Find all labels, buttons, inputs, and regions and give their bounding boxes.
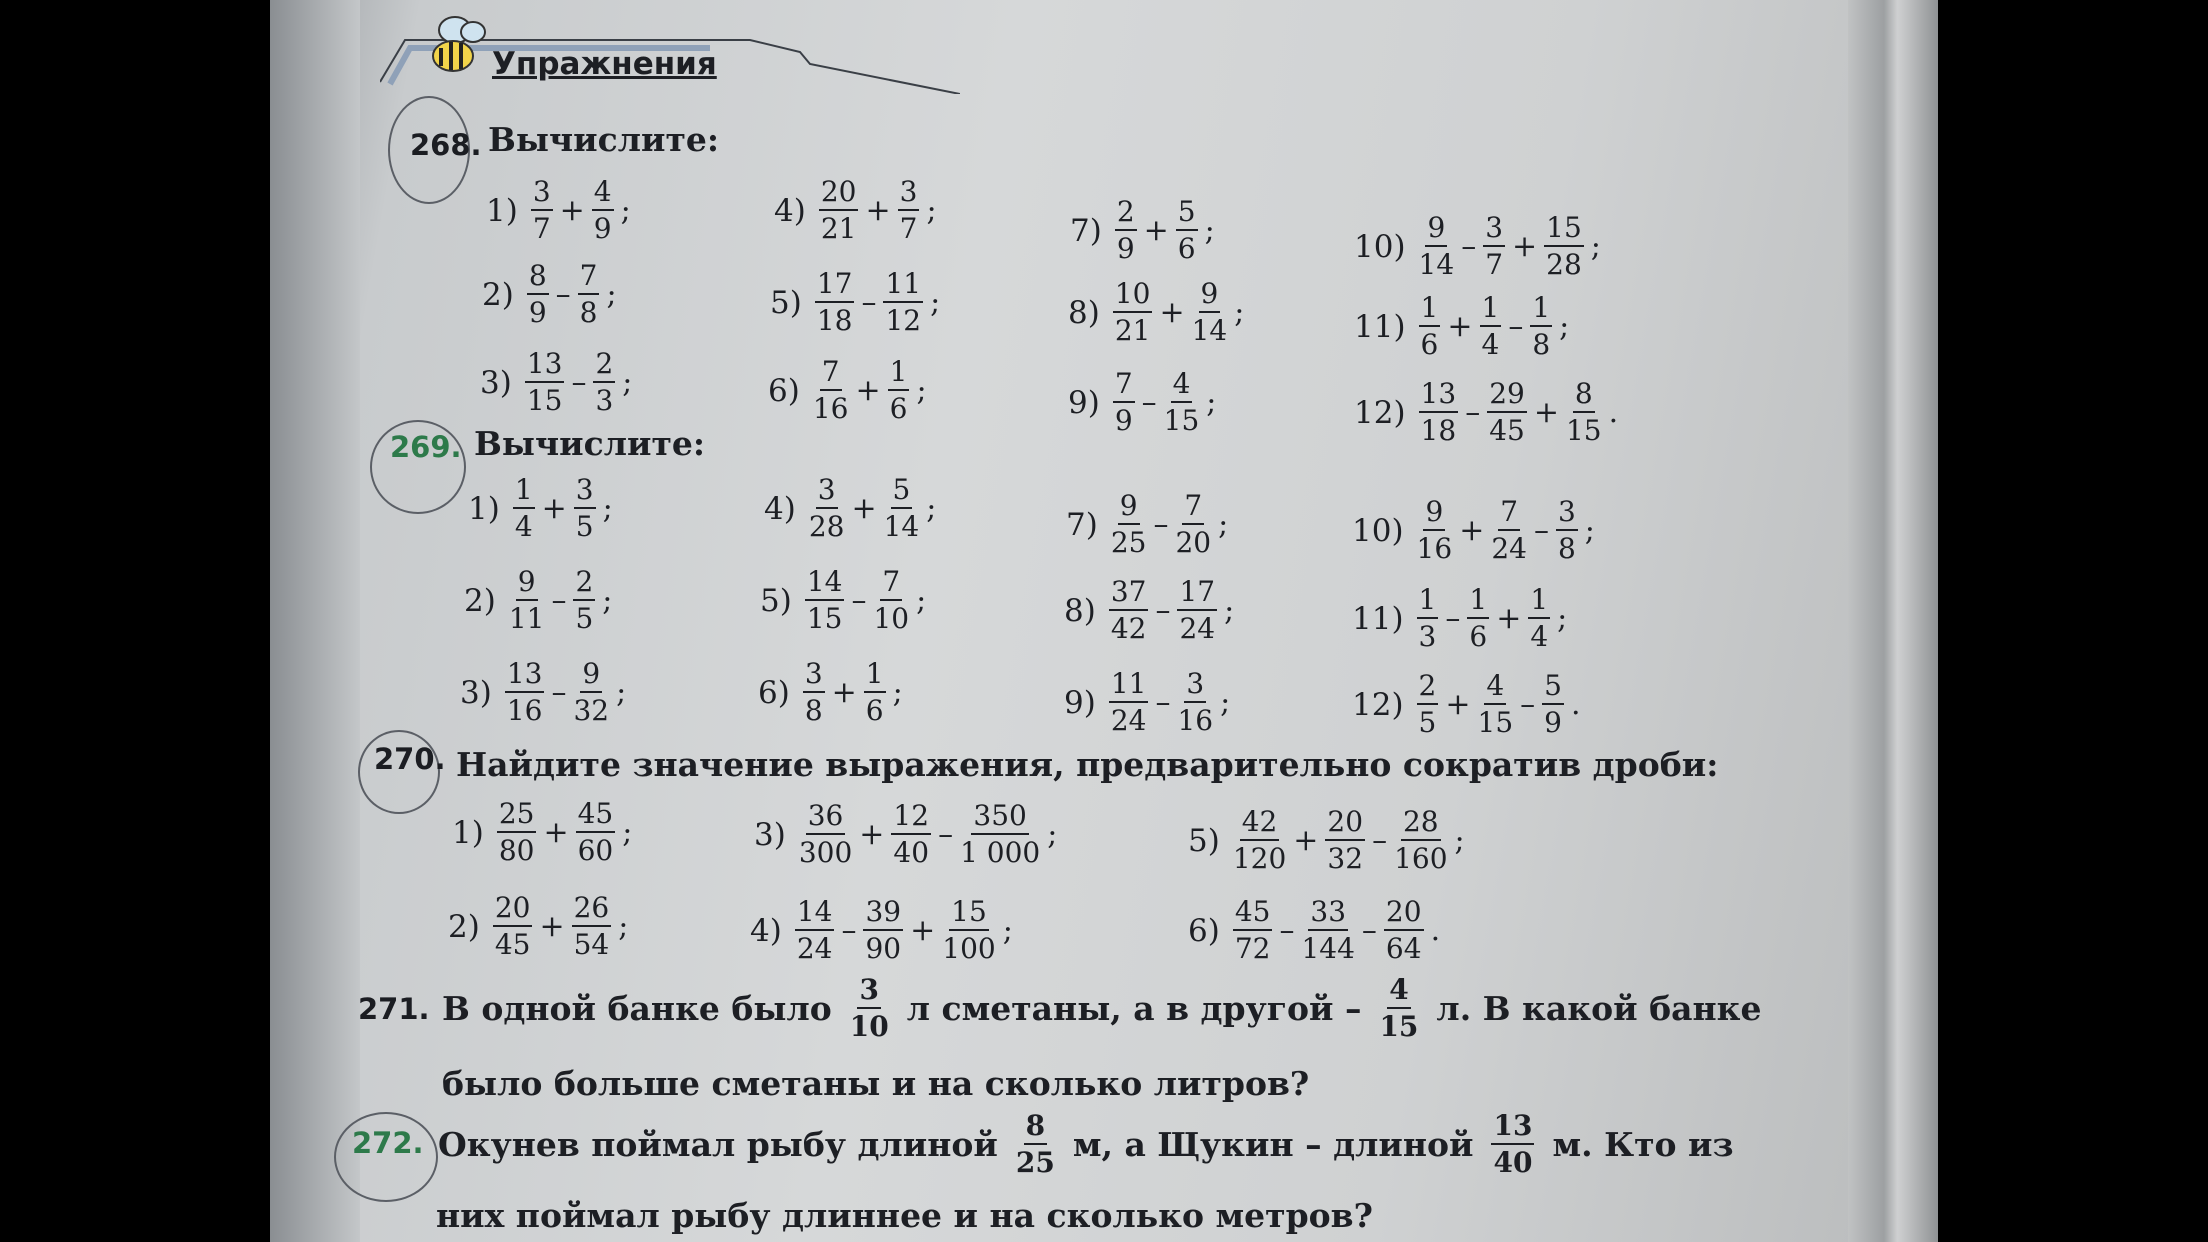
punctuation: ; [1002, 913, 1013, 948]
operator: – [551, 583, 567, 618]
fraction: $\frac{9}{14}$ [1191, 277, 1228, 347]
punctuation: ; [1454, 823, 1465, 858]
problem-text: В одной банке было [442, 989, 832, 1028]
item-number: 6) [768, 372, 800, 409]
item-number: 2) [482, 276, 514, 313]
fraction: 7 16 [812, 355, 849, 425]
punctuation: ; [602, 491, 613, 526]
operator: – [841, 913, 857, 948]
exercise-item [1188, 805, 1469, 875]
punctuation: ; [1584, 513, 1595, 548]
item-number: 3) [460, 674, 492, 711]
problem-title: Найдите значение выражения, предварительно сократив дроби: [456, 745, 1719, 784]
punctuation: ; [1224, 593, 1235, 628]
problem-number: 270. [374, 742, 446, 776]
problem-title: Вычислите: [488, 120, 720, 159]
punctuation: . [1570, 687, 1581, 722]
operator: + [865, 193, 891, 228]
exercise-item [1068, 367, 1220, 437]
problem-number: 272. [352, 1126, 424, 1160]
punctuation: ; [602, 583, 613, 618]
fraction: 45 72 [1234, 895, 1271, 965]
fraction: 17 24 [1179, 575, 1216, 645]
punctuation: ; [916, 373, 927, 408]
fraction: $\frac{3}{7}$ [899, 175, 918, 245]
exercise-item [770, 267, 944, 337]
operator: + [1159, 295, 1185, 330]
punctuation: ; [622, 365, 633, 400]
punctuation: ; [606, 277, 617, 312]
page-gutter-shadow [270, 0, 360, 1242]
fraction: 20 21 [820, 175, 857, 245]
operator: – [555, 277, 571, 312]
problem-text: Окунев поймал рыбу длиной [438, 1125, 998, 1164]
fraction: 3 7 [1485, 211, 1504, 281]
fraction: 4 15 [1379, 973, 1419, 1043]
exercise-item [1354, 291, 1573, 361]
fraction: 9 25 [1110, 489, 1147, 559]
item-number: 1) [452, 814, 484, 851]
operator: – [571, 365, 587, 400]
operator: – [1508, 309, 1524, 344]
fraction: 7 9 [1114, 367, 1133, 437]
problem-text: л. В какой банке [1436, 989, 1762, 1028]
fraction: 14 24 [796, 895, 833, 965]
problem-number: 269. [390, 430, 462, 464]
fraction: 3 28 [808, 473, 845, 543]
problem-text: них поймал рыбу длиннее и на сколько метров? [436, 1196, 1373, 1235]
fraction: 3 7 [532, 175, 551, 245]
fraction: $\frac{1}{6}$ [889, 355, 908, 425]
fraction: $\frac{5}{14}$ [883, 473, 920, 543]
punctuation: ; [622, 815, 633, 850]
fraction: $\frac{4}{9}$ [593, 175, 612, 245]
fraction: $\frac{5}{6}$ [1177, 195, 1196, 265]
problem-text: было больше сметаны и на сколько литров? [442, 1064, 1310, 1103]
punctuation: ; [618, 909, 629, 944]
operator: + [1512, 229, 1538, 264]
operator: – [1153, 507, 1169, 542]
fraction: 14 15 [806, 565, 843, 635]
fraction: 13 15 [526, 347, 563, 417]
item-number: 8) [1064, 592, 1096, 629]
exercise-item [460, 657, 630, 727]
fraction: $\frac{45}{60}$ [577, 797, 614, 867]
exercise-item [486, 175, 635, 245]
fraction: 9 16 [1416, 495, 1453, 565]
exercise-item [1064, 667, 1234, 737]
punctuation: ; [892, 675, 903, 710]
exercise-item [1066, 489, 1232, 559]
fraction: $\frac{8}{15}$ [1565, 377, 1602, 447]
fraction: 33 144 [1301, 895, 1355, 965]
fraction: $\frac{15}{28}$ [1546, 211, 1582, 281]
fraction: 5 9 [1544, 669, 1562, 739]
item-number: 9) [1068, 384, 1100, 421]
fraction: 3 8 [804, 657, 823, 727]
punctuation: ; [1220, 685, 1231, 720]
operator: – [1465, 395, 1481, 430]
fraction: $\frac{3}{5}$ [575, 473, 594, 543]
fraction: 28 160 [1394, 805, 1448, 875]
problem-title: Вычислите: [474, 424, 706, 463]
fraction: 17 18 [816, 267, 853, 337]
item-number: 4) [750, 912, 782, 949]
operator: – [851, 583, 867, 618]
fraction: 1 4 [514, 473, 533, 543]
item-number: 4) [764, 490, 796, 527]
fraction: 7 20 [1175, 489, 1212, 559]
operator: – [1279, 913, 1295, 948]
operator: + [910, 913, 936, 948]
operator: – [938, 817, 954, 852]
fraction: 37 42 [1110, 575, 1147, 645]
exercise-item [452, 797, 636, 867]
exercise-item [464, 565, 616, 635]
operator: + [1447, 309, 1473, 344]
fraction: 42 120 [1232, 805, 1287, 875]
exercise-item [1188, 895, 1444, 965]
fraction: 13 40 [1493, 1109, 1533, 1179]
page-edge [1848, 0, 1938, 1242]
operator: + [859, 817, 885, 852]
fraction: $\frac{4}{15}$ [1477, 669, 1514, 739]
fraction: 3 16 [1177, 667, 1214, 737]
fraction: 20 64 [1385, 895, 1422, 965]
operator: – [1141, 385, 1157, 420]
operator: + [1533, 395, 1559, 430]
item-number: 9) [1064, 684, 1096, 721]
operator: – [1361, 913, 1377, 948]
fraction: 4 15 [1163, 367, 1200, 437]
item-number: 8) [1068, 294, 1100, 331]
exercise-item [480, 347, 636, 417]
item-number: 1) [468, 490, 500, 527]
punctuation: ; [926, 491, 937, 526]
problem-number: 268. [410, 128, 482, 162]
punctuation: ; [1590, 229, 1601, 264]
fraction: 2 3 [595, 347, 614, 417]
fraction: 36 300 [798, 799, 853, 869]
item-number: 7) [1070, 212, 1102, 249]
fraction: $\frac{7}{24}$ [1491, 495, 1527, 565]
exercise-item [774, 175, 941, 245]
bee-icon [415, 10, 495, 80]
fraction: 8 9 [528, 259, 547, 329]
item-number: 2) [448, 908, 480, 945]
fraction: 9 32 [573, 657, 610, 727]
item-number: 11) [1352, 600, 1404, 637]
fraction: $\frac{12}{40}$ [893, 799, 930, 869]
fraction: $\frac{1}{4}$ [1530, 583, 1549, 653]
exercise-item [468, 473, 617, 543]
punctuation: ; [620, 193, 631, 228]
item-number: 6) [1188, 912, 1220, 949]
exercise-item [758, 657, 907, 727]
punctuation: ; [1206, 385, 1217, 420]
fraction: 3 8 [1557, 495, 1576, 565]
operator: + [559, 193, 585, 228]
item-number: 6) [758, 674, 790, 711]
exercise-item [1352, 495, 1599, 565]
operator: + [1293, 823, 1319, 858]
punctuation: ; [926, 193, 937, 228]
fraction: 1 6 [1420, 291, 1439, 361]
exercise-item [1354, 377, 1622, 447]
punctuation: ; [1559, 309, 1570, 344]
exercise-item [448, 891, 632, 961]
operator: – [861, 285, 877, 320]
item-number: 7) [1066, 506, 1098, 543]
item-number: 3) [754, 816, 786, 853]
item-number: 5) [1188, 822, 1220, 859]
fraction: 2 9 [1116, 195, 1135, 265]
punctuation: ; [1557, 601, 1568, 636]
item-number: 11) [1354, 308, 1406, 345]
punctuation: ; [1047, 817, 1058, 852]
operator: + [855, 373, 881, 408]
punctuation: ; [616, 675, 627, 710]
fraction: $\frac{20}{32}$ [1327, 805, 1364, 875]
problem-272-line1 [438, 1109, 1734, 1179]
item-number: 10) [1354, 228, 1406, 265]
exercise-item [1354, 211, 1605, 281]
operator: + [1496, 601, 1522, 636]
punctuation: ; [1234, 295, 1245, 330]
problem-text: м, а Щукин – длиной [1072, 1125, 1474, 1164]
section-title: Упражнения [492, 46, 717, 82]
fraction: 25 80 [498, 797, 535, 867]
exercise-item [754, 799, 1061, 869]
fraction: 20 45 [494, 891, 531, 961]
operator: – [1520, 687, 1536, 722]
exercise-item [750, 895, 1017, 965]
fraction: 39 90 [865, 895, 902, 965]
fraction: 13 18 [1420, 377, 1457, 447]
punctuation: ; [916, 583, 927, 618]
operator: + [539, 909, 565, 944]
operator: + [1143, 213, 1169, 248]
operator: + [543, 815, 569, 850]
fraction: 29 45 [1489, 377, 1525, 447]
operator: – [1155, 593, 1171, 628]
punctuation: ; [930, 285, 941, 320]
operator: + [1445, 687, 1471, 722]
operator: – [1533, 513, 1549, 548]
exercise-item [764, 473, 940, 543]
operator: + [1459, 513, 1485, 548]
exercise-item [1068, 277, 1248, 347]
exercise-item [768, 355, 931, 425]
fraction: 10 21 [1114, 277, 1151, 347]
exercise-item [482, 259, 621, 329]
item-number: 2) [464, 582, 496, 619]
fraction: 350 1 000 [960, 799, 1041, 869]
operator: – [1372, 823, 1388, 858]
fraction: 1 8 [1532, 291, 1551, 361]
fraction: 11 12 [885, 267, 922, 337]
problem-271-line1 [442, 973, 1762, 1043]
item-number: 3) [480, 364, 512, 401]
exercise-item [760, 565, 930, 635]
fraction: 9 14 [1418, 211, 1455, 281]
fraction: $\frac{1}{6}$ [865, 657, 884, 727]
item-number: 5) [760, 582, 792, 619]
exercise-item [1352, 669, 1585, 739]
item-number: 10) [1352, 512, 1404, 549]
operator: – [1155, 685, 1171, 720]
fraction: 7 10 [873, 565, 910, 635]
fraction: 2 5 [1418, 669, 1437, 739]
problem-text: м. Кто из [1552, 1125, 1734, 1164]
fraction: 8 25 [1015, 1109, 1055, 1179]
operator: + [831, 675, 857, 710]
textbook-page [270, 0, 1938, 1242]
fraction: 1 6 [1469, 583, 1488, 653]
item-number: 12) [1352, 686, 1404, 723]
fraction: 13 16 [506, 657, 543, 727]
fraction: 7 8 [579, 259, 598, 329]
operator: – [551, 675, 567, 710]
punctuation: . [1608, 395, 1619, 430]
operator: + [541, 491, 567, 526]
punctuation: . [1430, 913, 1441, 948]
item-number: 12) [1354, 394, 1406, 431]
fraction: 3 10 [849, 973, 889, 1043]
operator: – [1445, 601, 1461, 636]
exercise-item [1352, 583, 1571, 653]
fraction: 9 11 [508, 565, 545, 635]
fraction: 2 5 [575, 565, 594, 635]
operator: + [851, 491, 877, 526]
problem-number: 271. [358, 992, 430, 1026]
fraction: $\frac{15}{100}$ [942, 895, 996, 965]
punctuation: ; [1218, 507, 1229, 542]
fraction: 11 24 [1110, 667, 1147, 737]
exercise-item [1070, 195, 1219, 265]
exercise-item [1064, 575, 1238, 645]
operator: – [1461, 229, 1477, 264]
problem-text: л сметаны, а в другой – [906, 989, 1362, 1028]
item-number: 4) [774, 192, 806, 229]
item-number: 5) [770, 284, 802, 321]
punctuation: ; [1204, 213, 1215, 248]
item-number: 1) [486, 192, 518, 229]
fraction: $\frac{26}{54}$ [573, 891, 610, 961]
fraction: 1 3 [1418, 583, 1437, 653]
fraction: $\frac{1}{4}$ [1481, 291, 1500, 361]
